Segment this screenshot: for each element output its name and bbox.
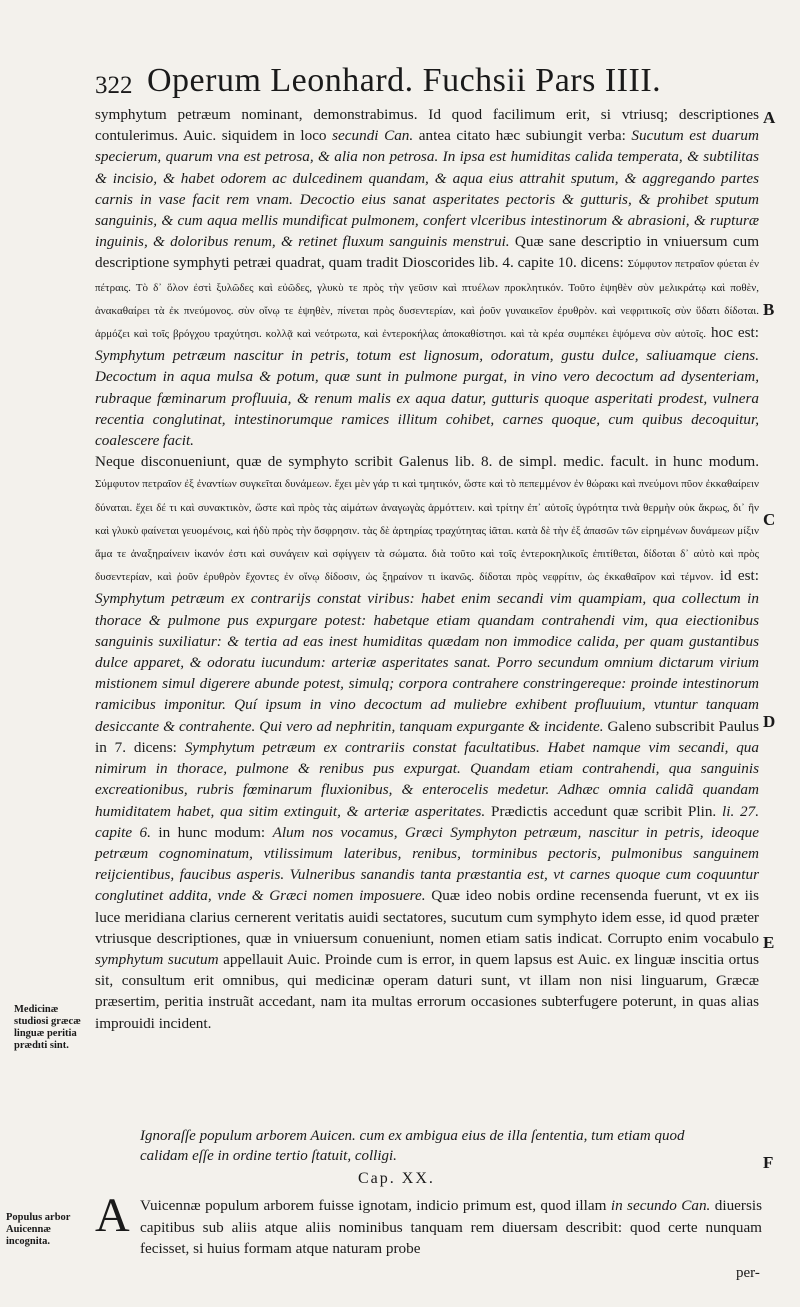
margin-letter-d: D [763,712,776,731]
avicenna-quote: Sucutum est duarum specierum, quarum vna est petrosa, & alia non petrosa. In ipsa est humiditas calida temperata, & subtilitas & incisio, & habet odorem ac dulcedinem quandam, & aqua eius attrahit sputum, & aggregando partes carnis in vase facit rem vnam. Decoctio eius sanat asperitates pectoris & gutturis, & prohibet sputum sanguinis, & cum aqua mellis mundificat pulmonem, confert vlceribus intestinorum & abrasioni, & rupturæ inguinis, & doloribus renum, & retinet fluxum sanguinis menstrui. [95,127,759,251]
latin-dioscorides: Symphytum petræum nascitur in petris, totum est lignosum, odoratum, gustu dulce, saliuamque ciens. Decoctum in aqua mulsa & potum, quæ sunt in pulmone purgat, in vino vero decoctum ad dysenteriam, rubraque fœminarum profluuia, & renum malis ex aqua datur, gutturis quoque asperitati prodest, vulnera recentia conglutinat, intestinorumque ramices illitum cohibet, carnes quoque, cum quibus decoquitur, coalescere facit. [95,347,759,450]
page-header [95,62,775,106]
paragraph-2: Neque disconueniunt, quæ de symphyto scribit Galenus lib. 8. de simpl. medic. facult. in hunc modum. Σύμφυτον πετραῖον ἐξ ἐναντίων συγκεῖται δυνάμεων. ἔχει μὲν γάρ τι καὶ τμητικόν, ὥστε καὶ τὸ πεπεμμένον ἐν θώρακι καὶ πνεύμονι πῦον ἐκκαθαίρειν δύναται. ἔχει δέ τι καὶ συνακτικὸν, ὥστε καὶ πρὸς τὰς αἱμάτων ἀναγωγὰς ἁρμόττειν. καὶ τρίτην ἐπ᾽ αὐτοῖς ὑγρότητα τινὰ θερμὴν οὐκ ἄκρως, δι᾽ ἣν καὶ γλυκὺ φαίνεται γευομένοις, καὶ ἡδὺ πρὸς τὴν ὄσφρησιν. τὰς δὲ ἀρτηρίας τραχύτητας ἰᾶται. κατὰ δὲ τὴν ἐξ ἁπασῶν τῶν εἰρημένων δυνάμεων μίξιν ἅμα τε ἀναξηραίνειν ἱκανόν ἐστι καὶ συνάγειν καὶ σφίγγειν τὰ σώματα. διὰ τοῦτο καὶ τοῖς ἐντεροκηλικοῖς ἐπιτίθεται, δίδοται δ᾽ αὐτὸ καὶ πρὸς δυσεντερίαν, καὶ ῥοῦν ἐρυθρὸν ἔχοντες ἐν οἴνῳ δίδοσιν, ὡς ξηραίνον τι ἱκανῶς. δίδοται πρὸς νεφρίτιν, ὡς ἐκκαθαῖρον καὶ τέμνον. id est: Symphytum petræum ex contrarijs constat viribus: habet enim secandi vim quampiam, qua collectum in thorace & pulmone pus expurgare potest: habetque etiam quandam contrahendi vim, qua eiectionibus sanguinis suxiliatur: & tertia ad eas inest humiditas quædam non immodice calida, per quam gustantibus dulce apparet, & odoratu iucundum: arteriæ asperitates sanat. Porro secundum omnium dictarum virium mistionem simul digerere abunde potest, simulq; corpora contrahere constringereque: proinde intestinorum ramicibus imponitur. Quí ipsum in vino decoctum ad muliebre exhibent profluuium, vtuntur tanquam desiccante & contrahente. Qui vero ad nephritin, tanquam expurgante & incidente. Galeno subscribit Paulus in 7. dicens: Symphytum petræum ex contrariis constat facultatibus. Habet namque vim secandi, qua nimirum in thorace, pulmone & renibus pus expurgat. Quandam etiam contrahendi, qua sanguinis excreationibus, rubris fœminarum fluxionibus, & enterocelis medetur. Adhæc omnia calidã quandam humiditatem habet, qua sitim extinguit, & arteriæ asperitates. Prædictis accedunt quæ scribit Plin. li. 27. capite 6. in hunc modum: Alum nos vocamus, Græci Symphyton petræum, nascitur in petris, ideoque petræum cognominatum, vtilissimum lateribus, renibus, torminibus pectoris, pulmonibus sanguinem reijcientibus, faucibus asperis. Vulneribus sanandis tanta præstantia est, vt carnes quoque cum coquuntur conglutinet addita, vnde & Græci nomen imposuere. Quæ ideo nobis ordine recensenda fuerunt, vt ex iis luce meridiana clarius cernerent veritatis auidi sectatores, sucutum cum symphyto idem esse, id quod præter vtriusque descriptiones, quæ in vniuersum conueniunt, nomen etiam satis indicat. Corrupto enim vocabulo symphytum sucutum appellauit Auic. Proinde cum is error, in quem lapsus est Auic. ex linguæ inscitia ortus sit, consultum erit omnibus, qui medicinæ operam daturi sunt, vt illam non nisi linguarum, Græcæ præsertim, peritia instruãt accedant, nam ita multas errorum occasiones subterfugere poterunt, in quas alias improuidi incident. [95,453,760,1032]
greek-dioscorides: Σύμφυτον πετραῖον φύεται ἐν πέτραις. Τὸ δ᾽ ὅλον ἐστὶ ξυλῶδες καὶ εὐῶδες, γλυκὺ τε πρὸς τὴν γεῦσιν καὶ πτυέλων προκλητικόν. Τοῦτο ἑψηθὲν σὺν μελικράτῳ καὶ ποθὲν, ἀνακαθαίρει τὰ ἐκ πνεύμονος. σὺν οἴνῳ τε ἑψηθὲν, πίνεται πρὸς δυσεντερίαν, καὶ ῥοῦν γυναικεῖον ἐρυθρὸν. καὶ νεφριτικοῖς σὺν ὕδατι δίδοται. ἁρμόζει καὶ τοῖς βρόγχου τραχύτησι. κολλᾷ καὶ νεότρωτα, καὶ ἐντεροκήλας ἀποκαθίστησι. καὶ τὰ κρέα συμπέκει ἑψόμενα σὺν αὐτοῖς. [95,258,760,341]
side-note-medicine: Medicinæ studiosi græcæ linguæ peritia prædıti sint. [14,1004,81,1051]
pliny-quote: Alum nos vocamus, Græci Symphyton petræum, nascitur in petris, ideoque petræum cognominatum, vtilissimum lateribus, renibus, torminibus pectoris, pulmonibus sanguinem reijcientibus, faucibus asperis. Vulneribus sanandis tanta præstantia est, vt carnes quoque cum coquuntur conglutinet addita, vnde & Græci nomen imposuere. [95,823,760,905]
greek-galen: Σύμφυτον πετραῖον ἐξ ἐναντίων συγκεῖται δυνάμεων. ἔχει μὲν γάρ τι καὶ τμητικόν, ὥστε καὶ τὸ πεπεμμένον ἐν θώρακι καὶ πνεύμονι πῦον ἐκκαθαίρειν δύναται. ἔχει δέ τι καὶ συνακτικὸν, ὥστε καὶ πρὸς τὰς αἱμάτων ἀναγωγὰς ἁρμόττειν. καὶ τρίτην ἐπ᾽ αὐτοῖς ὑγρότητα τινὰ θερμὴν οὐκ ἄκρως, δι᾽ ἣν καὶ γλυκὺ φαίνεται γευομένοις, καὶ ἡδὺ πρὸς τὴν ὄσφρησιν. τὰς δὲ ἀρτηρίας τραχύτητας ἰᾶται. κατὰ δὲ τὴν ἐξ ἁπασῶν τῶν εἰρημένων δυνάμεων μίξιν ἅμα τε ἀναξηραίνειν ἱκανόν ἐστι καὶ συνάγειν καὶ σφίγγειν τὰ σώματα. διὰ τοῦτο καὶ τοῖς ἐντεροκηλικοῖς ἐπιτίθεται, δίδοται δ᾽ αὐτὸ καὶ πρὸς δυσεντερίαν, καὶ ῥοῦν ἐρυθρὸν ἔχοντες ἐν οἴνῳ δίδοσιν, ὡς ξηραίνον τι ἱκανῶς. δίδοται πρὸς νεφρίτιν, ὡς ἐκκαθαῖρον καὶ τέμνον. [95,478,759,584]
margin-letter-f: F [763,1153,774,1172]
latin-galen: Symphytum petræum ex contrarijs constat viribus: habet enim secandi vim quampiam, qua collectum in thorace & pulmone pus expurgare potest: habetque etiam quandam contrahendi vim, qua eiectionibus sanguinis suxiliatur: & tertia ad eas inest humiditas quædam non immodice calida, per quam gustantibus dulce apparet, & odoratu iucundum: arteriæ asperitates sanat. Porro secundum omnium dictarum virium mistionem simul digerere abunde potest, simulq; corpora contrahere constringereque: proinde intestinorum ramicibus imponitur. Quí ipsum in vino decoctum ad muliebre exhibent profluuium, vtuntur tanquam desiccante & contrahente. Qui vero ad nephritin, tanquam expurgante & incidente. [95,590,759,735]
chapter-summary: Ignoraſſe populum arborem Auicen. cum ex ambigua eius de illa ſententia, tum etiam quod calidam eſſe in ordine tertio ſtatuit, colligi. [140,1128,685,1164]
catchword: per- [736,1265,760,1281]
chapter-text: Vuicennæ populum arborem fuisse ignotam, indicio primum est, quod illam in secundo Can. diuersis capitibus sub aliis atque aliis nominibus tanquam rem diuersam describit: quod certe nunquam fecisset, si huius formam atque naturam probe [140,1197,763,1257]
margin-letter-b: B [763,300,775,319]
paulus-quote: Symphytum petræum ex contrariis constat facultatibus. Habet namque vim secandi, qua nimirum in thorace, pulmone & renibus pus expurgat. Quandam etiam contrahendi, qua sanguinis excreationibus, rubris fœminarum fluxionibus, & enterocelis medetur. Adhæc omnia calidã quandam humiditatem habet, qua sitim extinguit, & arteriæ asperitates. [95,738,759,820]
chapter-heading: Cap. XX. [358,1170,435,1187]
margin-letter-e: E [763,933,775,952]
side-note-populus: Populus arbor Auicennæ incognita. [6,1212,71,1247]
running-title: Operum Leonhard. Fuchsii Pars IIII. [147,62,662,99]
page-number: 322 [95,72,133,99]
main-text [95,104,759,1034]
margin-letter-c: C [763,510,776,529]
paragraph-1: symphytum petræum nominant, demonstrabimus. Id quod facilimum erit, si vtriusq; descriptiones contulerimus. Auic. siquidem in loco secundi Can. antea citato hæc subiungit verba: Sucutum est duarum specierum, quarum vna est petrosa, & alia non petrosa. In ipsa est humiditas calida temperata, & subtilitas & incisio, & habet odorem ac dulcedinem quandam, & aqua eius attrahit sputum, & aggregando partes carnis in vase facit rem vnam. Decoctio eius sanat asperitates pectoris & gutturis, & prohibet sputum sanguinis, & cum aqua mellis mundificat pulmonem, confert vlceribus intestinorum & abrasioni, & rupturæ inguinis, & doloribus renum, & retinet fluxum sanguinis menstrui. Quæ sane descriptio in vniuersum cum descriptione symphyti petræi quadrat, quam tradit Dioscorides lib. 4. capite 10. dicens: Σύμφυτον πετραῖον φύεται ἐν πέτραις. Τὸ δ᾽ ὅλον ἐστὶ ξυλῶδες καὶ εὐῶδες, γλυκὺ τε πρὸς τὴν γεῦσιν καὶ πτυέλων προκλητικόν. Τοῦτο ἑψηθὲν σὺν μελικράτῳ καὶ ποθὲν, ἀνακαθαίρει τὰ ἐκ πνεύμονος. σὺν οἴνῳ τε ἑψηθὲν, πίνεται πρὸς δυσεντερίαν, καὶ ῥοῦν γυναικεῖον ἐρυθρὸν. καὶ νεφριτικοῖς σὺν ὕδατι δίδοται. ἁρμόζει καὶ τοῖς βρόγχου τραχύτησι. κολλᾷ καὶ νεότρωτα, καὶ ἐντεροκήλας ἀποκαθίστησι. καὶ τὰ κρέα συμπέκει ἑψόμενα σὺν αὐτοῖς. hoc est: Symphytum petræum nascitur in petris, totum est lignosum, odoratum, gustu dulce, saliuamque ciens. Decoctum in aqua mulsa & potum, quæ sunt in pulmone purgat, in vino vero decoctum ad dysenteriam, rubraque fœminarum profluuia, & renum malis ex aqua datur, gutturis quoque asperitati prodest, vulnera recentia conglutinat, intestinorumque ramices illitum cohibet, carnes quoque, cum quibus decoquitur, coalescere facit. [95,106,760,450]
margin-letter-a: A [763,108,776,127]
drop-capital: A [95,1189,130,1242]
